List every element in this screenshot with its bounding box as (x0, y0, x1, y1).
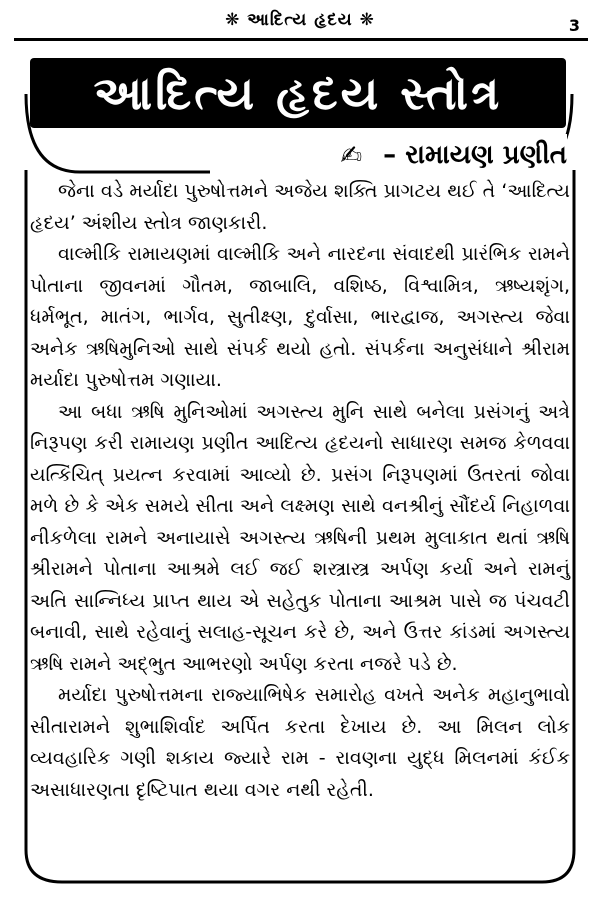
title-banner (30, 58, 566, 128)
paragraph-4: મર્યાદા પુરુષોત્તમના રાજ્યાભિષેક સમારોહ વખતે અનેક મહાનુભાવો સીતારામને શુભાશિર્વાદ અર્પિત કરતા દેખાય છે. આ મિલન લોક વ્યવહારિક ગણી શકાય જ્યારે રામ - રાવણના યુદ્ધ મિલનમાં કંઈક અસાધારણતા દૃષ્ટિપાત થયા વગર નથી રહેતી. (30, 684, 570, 801)
body-text (30, 176, 570, 806)
title-block (20, 54, 578, 174)
header-rule (14, 38, 588, 41)
running-head: ❋ આદિત્ય હૃદય ❋ (225, 10, 375, 30)
page-subtitle: – રામાયણ પ્રણીત (383, 140, 567, 170)
paragraph-3: આ બધા ઋષિ મુનિઓમાં અગસ્ત્ય મુનિ સાથે બનેલા પ્રસંગનું અત્રે નિરૂપણ કરી રામાયણ પ્રણીત આદિત્ય હૃદયનો સાધારણ સમજ કેળવવા યત્કિંચિત્ પ્રયત્ન કરવામાં આવ્યો છે. પ્રસંગ નિરૂપણમાં ઉતરતાં જોવા મળે છે કે એક સમયે સીતા અને લક્ષ્મણ સાથે વનશ્રીનું સૌંદર્ય નિહાળવા નીકળેલા રામને અનાયાસે અગસ્ત્ય ઋષિની પ્રથમ મુલાકાત થતાં ઋષિ શ્રીરામને પોતાના આશ્રમે લઈ જઈ શસ્ત્રાસ્ત્ર અર્પણ કર્યા અને રામનું અતિ સાન્નિધ્ય પ્રાપ્ત થાય એ સહેતુક પોતાના આશ્રમ પાસે જ પંચવટી બનાવી, સાથે રહેવાનું સલાહ-સૂચન કરે છે, અને ઉત્તર કાંડમાં અગસ્ત્ય ઋષિ રામને અદ્‌ભુત આભરણો અર્પણ કરતા નજરે પડે છે. (30, 400, 570, 675)
paragraph-1: જેના વડે મર્યાદા પુરુષોત્તમને અજેય શક્તિ પ્રાગટય થઈ તે ‘આદિત્ય હૃદય’ અંશીય સ્તોત્ર જાણકારી. (30, 180, 570, 234)
paragraph-2: વાલ્મીકિ રામાયણમાં વાલ્મીકિ અને નારદના સંવાદથી પ્રારંભિક રામને પોતાના જીવનમાં ગૌતમ, જાબાલિ, વશિષ્ઠ, વિશ્વામિત્ર, ઋષ્યશૃંગ, ધર્મભૂત, માતંગ, ભાર્ગવ, સુતીક્ષ્ણ, દુર્વાસા, ભારદ્વાજ, અગસ્ત્ય જેવા અનેક ઋષિમુનિઓ સાથે સંપર્ક થયો હતો. સંપર્કના અનુસંધાને શ્રીરામ મર્યાદા પુરુષોત્તમ ગણાયા. (30, 243, 570, 391)
pen-icon: ✍ (340, 140, 363, 171)
page-number: 3 (568, 16, 580, 35)
page-title: આદિત્ય હૃદય સ્તોત્ર (93, 66, 503, 120)
subtitle-row (215, 134, 567, 174)
